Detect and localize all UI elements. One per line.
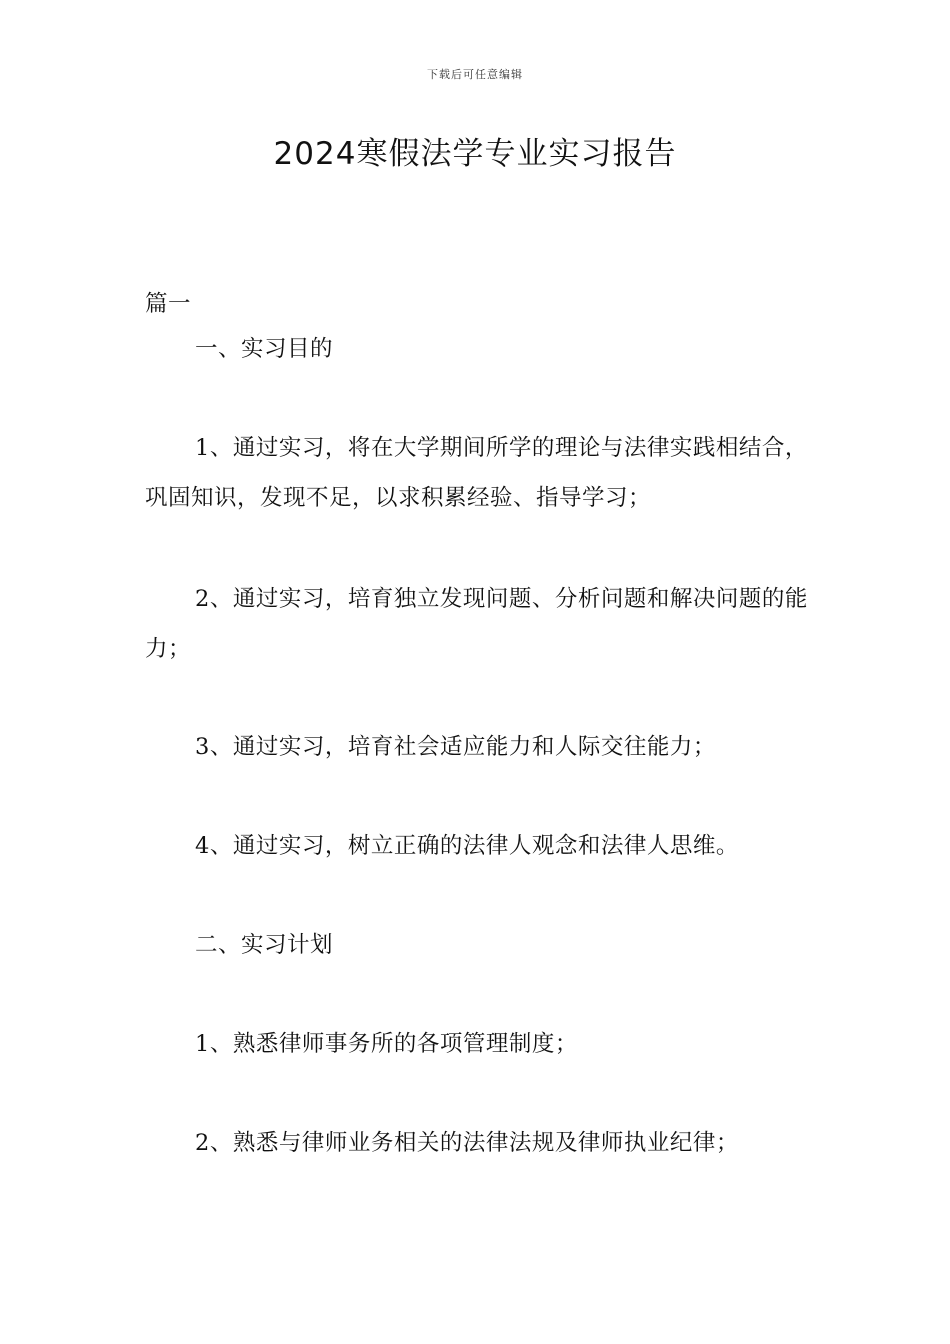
section1-item-3: 3、通过实习，培育社会适应能力和人际交往能力； [195,734,716,760]
section2-heading: 二、实习计划 [195,932,334,958]
section1-item-2: 2、通过实习，培育独立发现问题、分析问题和解决问题的能力； [145,586,808,662]
section1-item-1: 1、通过实习，将在大学期间所学的理论与法律实践相结合，巩固知识，发现不足，以求积累经验、指导学习； [145,435,808,511]
section2-item-2: 2、熟悉与律师业务相关的法律法规及律师执业纪律； [195,1130,739,1156]
section1-item-4: 4、通过实习，树立正确的法律人观念和法律人思维。 [195,833,739,859]
header-note: 下载后可任意编辑 [427,68,523,81]
document-title: 2024寒假法学专业实习报告 [273,136,677,172]
part-label: 篇一 [145,291,192,317]
section1-heading: 一、实习目的 [195,336,334,362]
section2-item-1: 1、熟悉律师事务所的各项管理制度； [195,1031,578,1057]
